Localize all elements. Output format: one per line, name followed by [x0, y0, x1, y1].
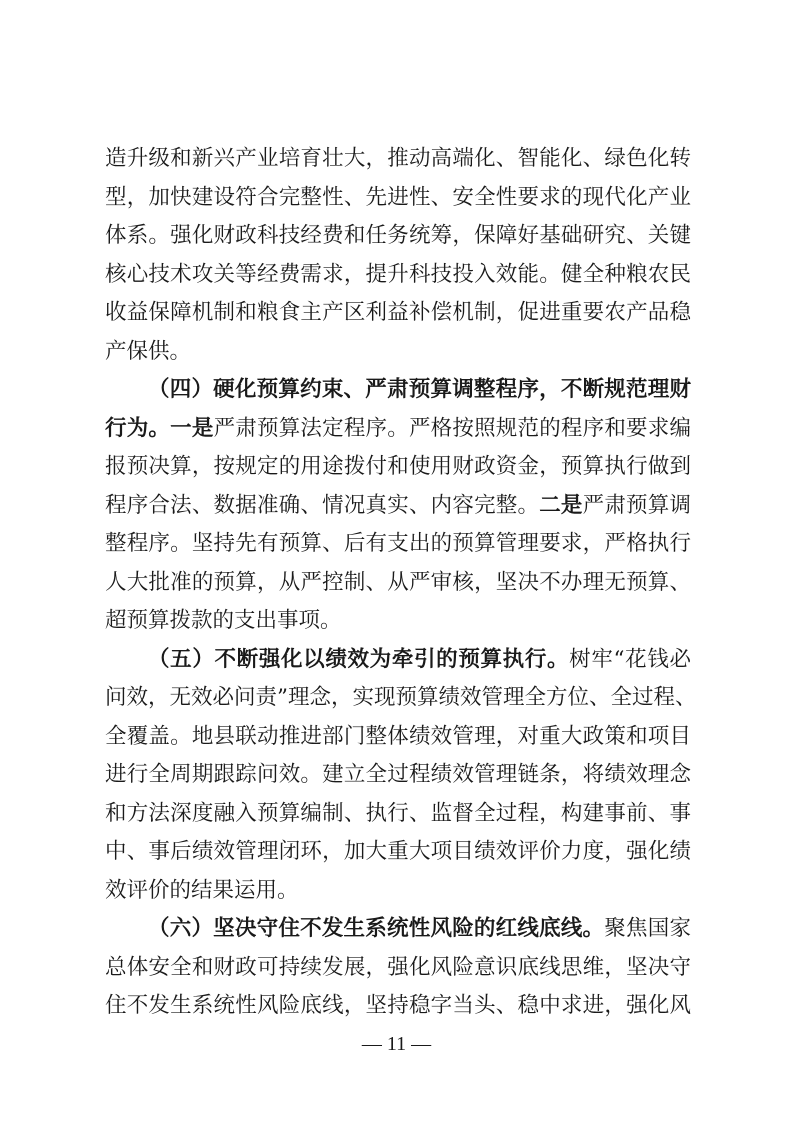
- text-line: 全覆盖。地县联动推进部门整体绩效管理，对重大政策和项目: [105, 723, 691, 749]
- text-line: 总体安全和财政可持续发展，强化风险意识底线思维，坚决守: [105, 954, 691, 980]
- paragraph-end-line: 产保供。: [105, 338, 192, 364]
- paragraph-end-line: 超预算拨款的支出事项。: [105, 608, 342, 633]
- text-line: 整程序。坚持先有预算、后有支出的预算管理要求，严格执行: [105, 531, 691, 556]
- section-heading-6: （六）坚决守住不发生系统性风险的红线底线。聚焦国家: [148, 916, 691, 941]
- text-line: 核心技术攻关等经费需求，提升科技投入效能。健全种粮农民: [105, 261, 691, 287]
- text-line: 中、事后绩效管理闭环，加大重大项目绩效评价力度，强化绩: [105, 839, 691, 864]
- text-line: 和方法深度融入预算编制、执行、监督全过程，构建事前、事: [105, 800, 691, 826]
- paragraph-end-line: 效评价的结果运用。: [105, 877, 299, 903]
- text-line: 进行全周期跟踪问效。建立全过程绩效管理链条，将绩效理念: [105, 762, 691, 787]
- text-line: 体系。强化财政科技经费和任务统筹，保障好基础研究、关键: [105, 223, 691, 248]
- text-line: 程序合法、数据准确、情况真实、内容完整。二是严肃预算调: [105, 492, 691, 518]
- document-body: [105, 140, 697, 1026]
- text-line: 人大批准的预算，从严控制、从严审核，坚决不办理无预算、: [105, 569, 691, 595]
- text-line: 行为。一是严肃预算法定程序。严格按照规范的程序和要求编: [105, 415, 691, 441]
- text-line: 收益保障机制和粮食主产区利益补偿机制，促进重要农产品稳: [105, 300, 691, 325]
- section-heading-4: （四）硬化预算约束、严肃预算调整程序，不断规范理财: [148, 377, 691, 402]
- page-number: — 11 —: [361, 1033, 432, 1055]
- text-line: 问效，无效必问责”理念，实现预算绩效管理全方位、全过程、: [105, 685, 697, 710]
- text-line: 报预决算，按规定的用途拨付和使用财政资金，预算执行做到: [105, 454, 691, 479]
- text-line: 型，加快建设符合完整性、先进性、安全性要求的现代化产业: [105, 184, 691, 210]
- text-line: 住不发生系统性风险底线，坚持稳字当头、稳中求进，强化风: [105, 993, 691, 1018]
- text-line: 造升级和新兴产业培育壮大，推动高端化、智能化、绿色化转: [105, 146, 691, 171]
- section-heading-5: （五）不断强化以绩效为牵引的预算执行。树牢“花钱必: [148, 646, 691, 672]
